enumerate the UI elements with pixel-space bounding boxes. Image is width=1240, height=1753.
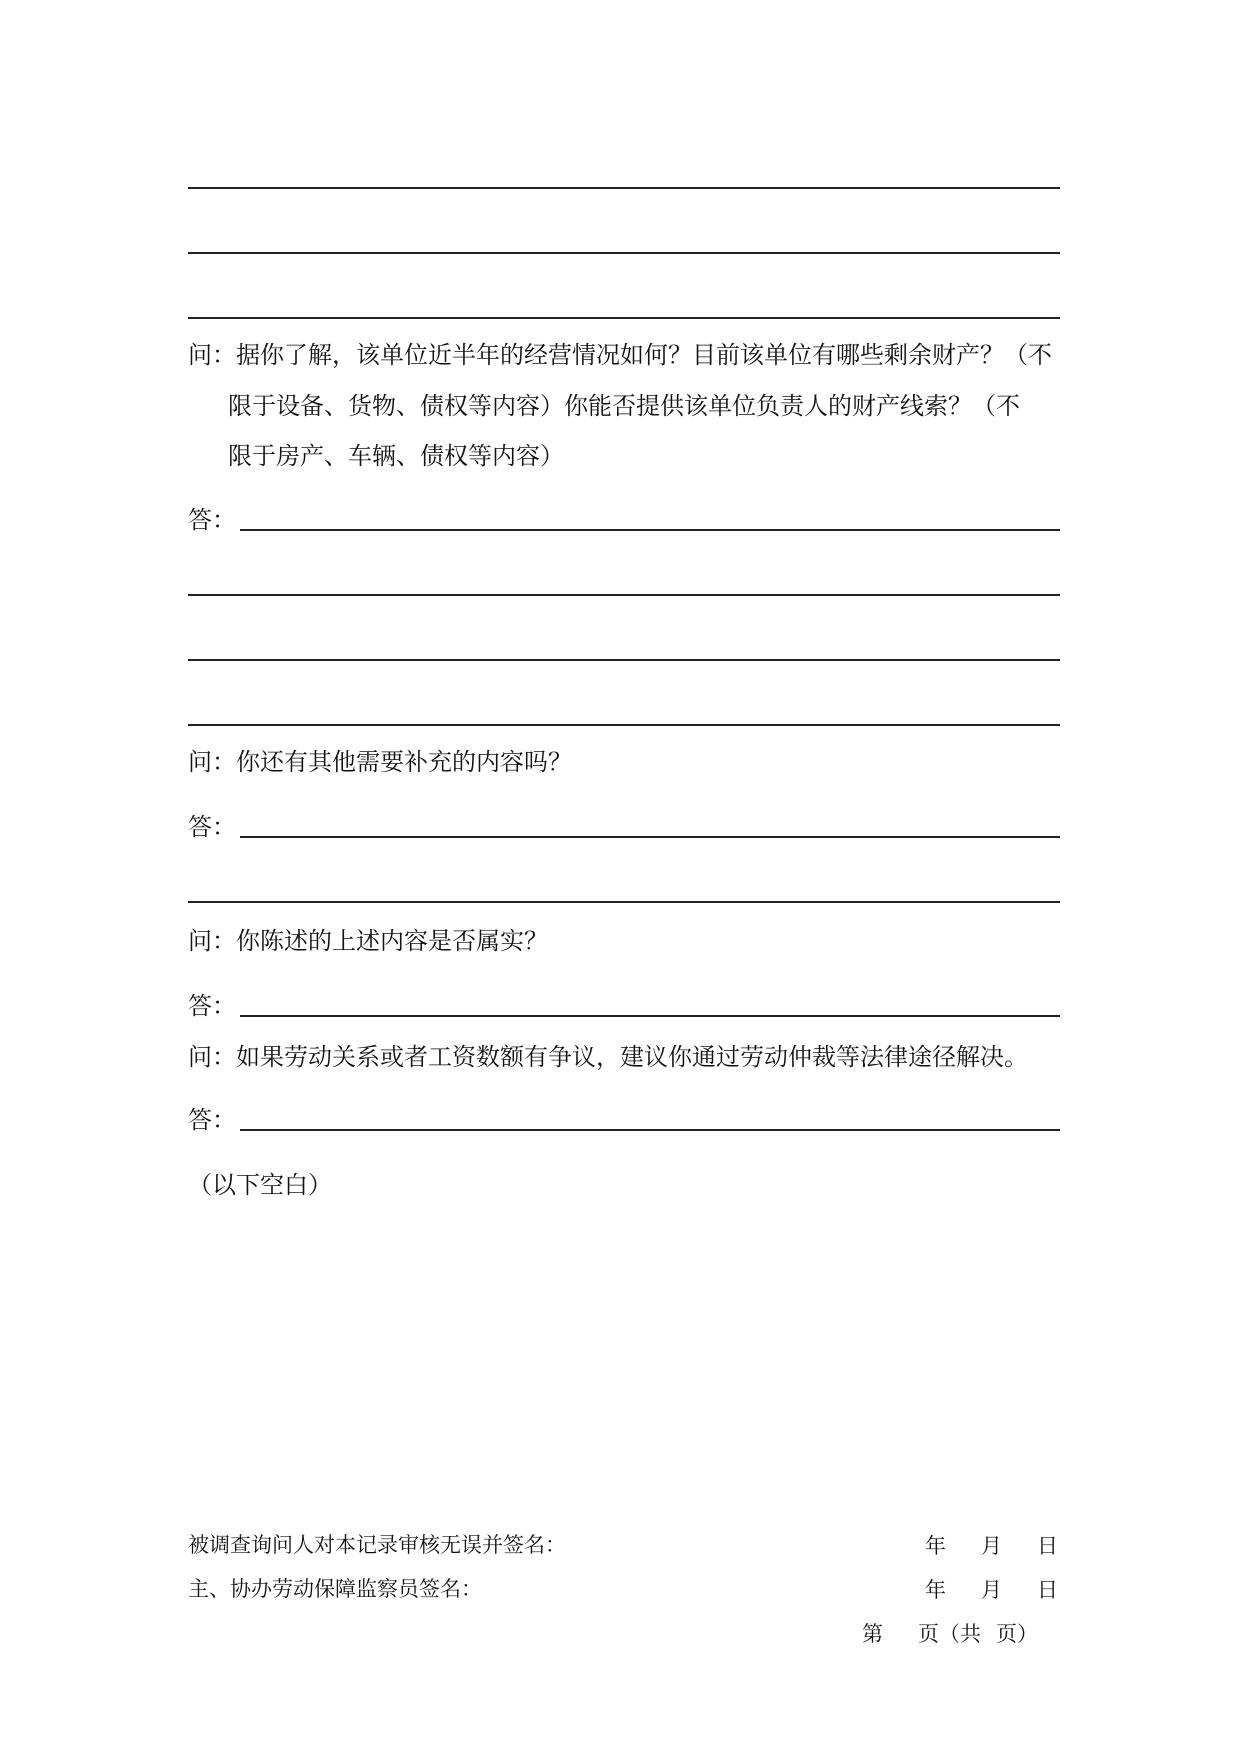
question-1-line-3: 限于房产、车辆、债权等内容）	[228, 442, 564, 470]
date-day: 日	[1037, 1578, 1058, 1602]
answer-2-line-2[interactable]	[188, 901, 1060, 903]
question-1-line-2: 限于设备、货物、债权等内容）你能否提供该单位负责人的财产线索？（不	[228, 392, 1020, 420]
page-unit: 页（共	[918, 1622, 981, 1646]
respondent-signature-date	[925, 1530, 1058, 1560]
answer-3-input-line[interactable]	[240, 1015, 1060, 1017]
blank-line-1	[188, 187, 1060, 189]
answer-4-input-line[interactable]	[240, 1129, 1060, 1131]
inspector-signature-label: 主、协办劳动保障监察员签名：	[188, 1577, 482, 1601]
question-2: 问：你还有其他需要补充的内容吗？	[188, 748, 572, 776]
answer-2-input-line[interactable]	[240, 836, 1060, 838]
question-1-line-1: 问：据你了解，该单位近半年的经营情况如何？目前该单位有哪些剩余财产？（不	[188, 341, 1052, 369]
date-year: 年	[925, 1534, 946, 1558]
question-4: 问：如果劳动关系或者工资数额有争议，建议你通过劳动仲裁等法律途径解决。	[188, 1043, 1028, 1071]
date-month: 月	[981, 1578, 1002, 1602]
answer-4-label: 答：	[188, 1106, 236, 1134]
date-year: 年	[925, 1578, 946, 1602]
answer-1-line-4[interactable]	[188, 724, 1060, 726]
date-month: 月	[981, 1534, 1002, 1558]
page-label: 第	[862, 1622, 883, 1646]
question-3: 问：你陈述的上述内容是否属实？	[188, 927, 548, 955]
blank-line-2	[188, 252, 1060, 254]
answer-1-line-3[interactable]	[188, 659, 1060, 661]
answer-3-label: 答：	[188, 992, 236, 1020]
answer-1-input-line[interactable]	[240, 529, 1060, 531]
respondent-signature-label: 被调查询问人对本记录审核无误并签名：	[188, 1533, 566, 1557]
total-unit: 页）	[996, 1622, 1038, 1646]
blank-line-3	[188, 317, 1060, 319]
answer-2-label: 答：	[188, 813, 236, 841]
page-number-footer	[862, 1618, 1038, 1648]
date-day: 日	[1037, 1534, 1058, 1558]
blank-below-note: （以下空白）	[188, 1171, 332, 1199]
inspector-signature-date	[925, 1574, 1058, 1604]
answer-1-label: 答：	[188, 506, 236, 534]
answer-1-line-2[interactable]	[188, 594, 1060, 596]
